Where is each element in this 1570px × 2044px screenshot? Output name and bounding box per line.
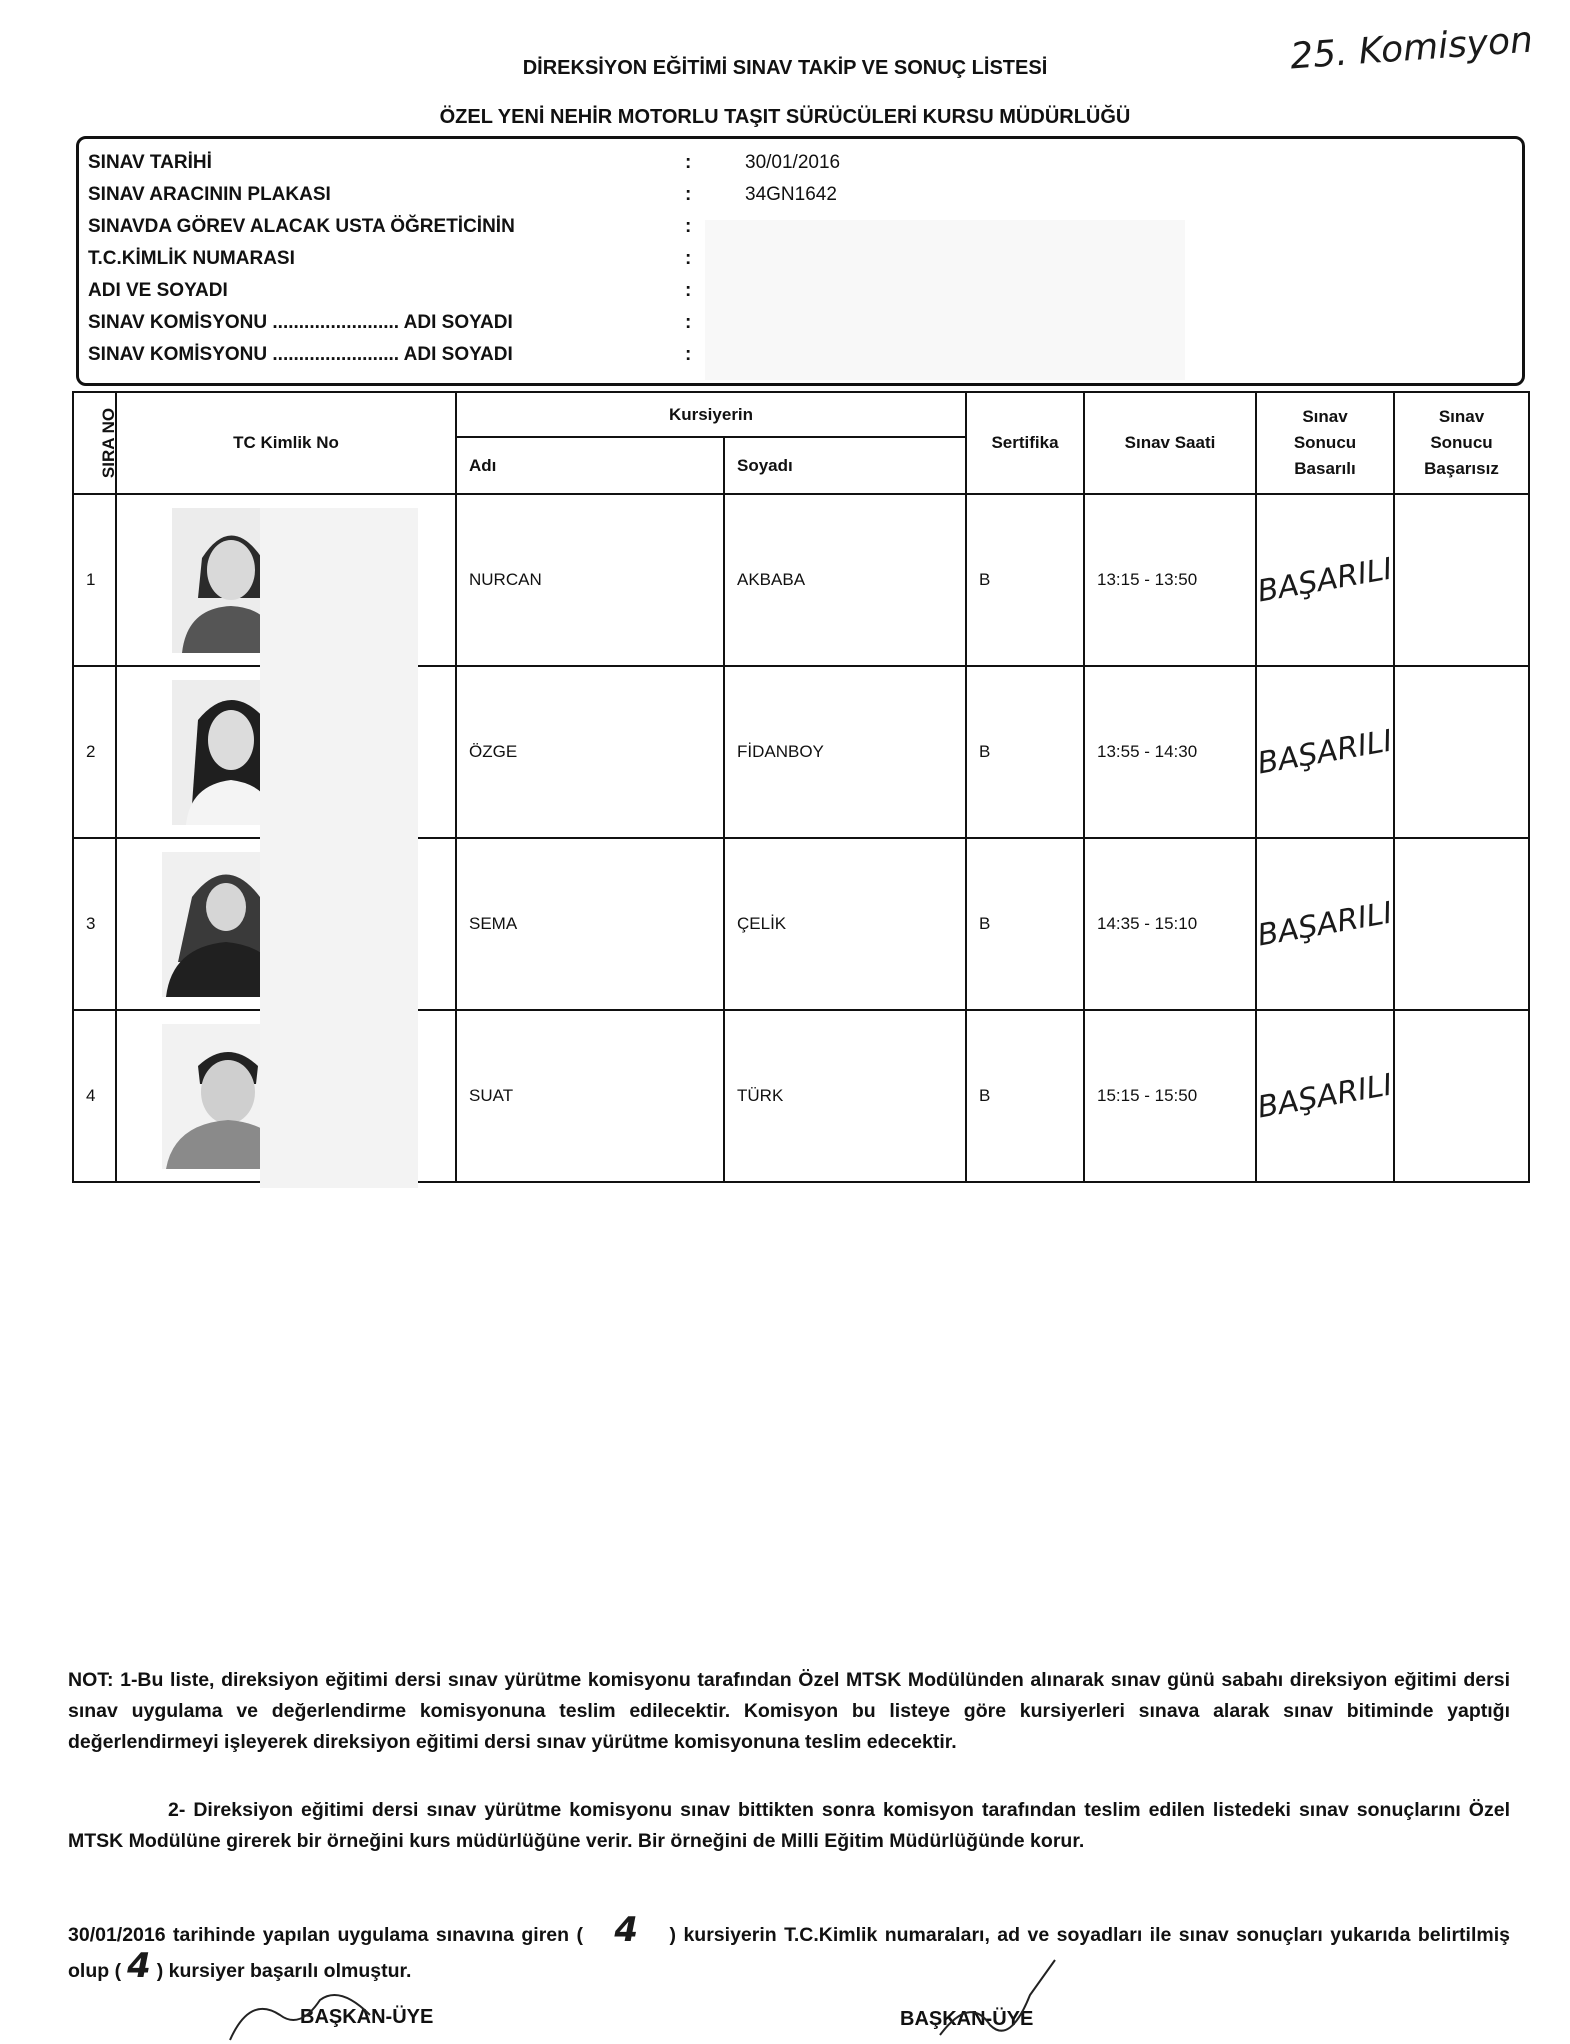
candidate-first-name: SUAT [456,1010,724,1182]
handwritten-result: BAŞARILI [1255,550,1395,610]
handwritten-count-2: 4 [127,1946,151,1986]
header-sira-no: SIRA NO [73,392,116,494]
info-label: SINAV KOMİSYONU ........................ ADI SOYADI [88,312,513,333]
signature-left-label: BAŞKAN-ÜYE [300,2006,434,2028]
candidate-first-name: SEMA [456,838,724,1010]
candidate-first-name: ÖZGE [456,666,724,838]
header-tc-kimlik: TC Kimlik No [116,392,456,494]
candidate-certificate: B [966,666,1084,838]
info-colon: : [685,312,692,333]
header-kursiyerin: Kursiyerin [456,392,966,437]
info-label: SINAV TARİHİ [88,152,212,173]
row-number: 4 [73,1010,116,1182]
info-label: SINAV ARACININ PLAKASI [88,184,331,205]
header-sinav-saati: Sınav Saati [1084,392,1256,494]
exam-time: 14:35 - 15:10 [1084,838,1256,1010]
candidate-certificate: B [966,494,1084,666]
note-paragraph-2: 2- Direksiyon eğitimi dersi sınav yürütme komisyonu sınav bittikten sonra komisyon tarafından teslim edilen listedeki sınav sonuçlarını Özel MTSK Modülüne girerek bir örneğini kurs müdürlüğüne verir. Bir örneğini de Milli Eğitim Müdürlüğünde korur. [68,1799,1510,1852]
candidate-first-name: NURCAN [456,494,724,666]
info-label: ADI VE SOYADI [88,280,228,301]
result-success-cell [1256,1010,1394,1182]
info-colon: : [685,152,692,173]
info-label: SINAV KOMİSYONU ........................ ADI SOYADI [88,344,513,365]
document-title: DİREKSİYON EĞİTİMİ SINAV TAKİP VE SONUÇ LİSTESİ [522,57,1048,79]
candidate-certificate: B [966,838,1084,1010]
result-success-cell [1256,838,1394,1010]
redacted-tc-numbers [260,508,418,1188]
info-colon: : [685,344,692,365]
info-label: SINAVDA GÖREV ALACAK USTA ÖĞRETİCİNİN [88,216,515,237]
handwritten-count-1: 4 [614,1910,639,1950]
signature-scribble-right [930,1955,1070,2044]
row-number: 2 [73,666,116,838]
summary-text-2: ) kursiyerin T.C.Kimlik numaraları, ad ve soyadları ile sınav sonuçları yukarıda belirtilmiş olup ( [68,1924,1510,1982]
candidate-certificate: B [966,1010,1084,1182]
redacted-area-info [705,220,1185,380]
info-colon: : [685,184,692,205]
result-fail-cell [1394,666,1529,838]
result-fail-cell [1394,1010,1529,1182]
exam-time: 13:15 - 13:50 [1084,494,1256,666]
header-basarisiz: Sınav Sonucu Başarısız [1394,392,1529,494]
summary-text-1: 30/01/2016 tarihinde yapılan uygulama sınavına giren ( [68,1924,583,1946]
summary-text-3: ) kursiyer başarılı olmuştur. [156,1960,412,1982]
header-sertifika: Sertifika [966,392,1084,494]
exam-time: 15:15 - 15:50 [1084,1010,1256,1182]
header-soyadi: Soyadı [724,437,966,494]
info-value: 34GN1642 [745,184,837,205]
info-value: 30/01/2016 [745,152,841,173]
row-number: 3 [73,838,116,1010]
result-success-cell [1256,666,1394,838]
summary-paragraph [68,1910,1510,1987]
candidate-last-name: TÜRK [724,1010,966,1182]
row-number: 1 [73,494,116,666]
candidate-last-name: FİDANBOY [724,666,966,838]
candidate-last-name: ÇELİK [724,838,966,1010]
result-fail-cell [1394,838,1529,1010]
handwritten-result: BAŞARILI [1255,722,1395,782]
institution-title: ÖZEL YENİ NEHİR MOTORLU TAŞIT SÜRÜCÜLERİ KURSU MÜDÜRLÜĞÜ [439,106,1131,128]
handwritten-commission-note: 25. Komisyon [1288,19,1535,78]
header-basarili: Sınav Sonucu Basarılı [1256,392,1394,494]
note-paragraph-1: NOT: 1-Bu liste, direksiyon eğitimi dersi sınav yürütme komisyonu tarafından Özel MTSK Modülünden alınarak sınav günü sabahı direksiyon eğitimi dersi sınav uygulama ve değerlendirme komisyonuna teslim edilecektir. Komisyon bu listeye göre kursiyerleri sınava alarak sınav bitiminde yaptığı değerlendirmeyi işleyerek direksiyon eğitimi dersi sınav yürütme komisyonuna teslim edecektir. [68,1669,1510,1753]
info-label: T.C.KİMLİK NUMARASI [88,248,295,269]
candidate-last-name: AKBABA [724,494,966,666]
result-success-cell [1256,494,1394,666]
handwritten-result: BAŞARILI [1255,1066,1395,1126]
signature-scribble-left [220,1985,380,2044]
info-colon: : [685,248,692,269]
info-colon: : [685,216,692,237]
header-adi: Adı [456,437,724,494]
result-fail-cell [1394,494,1529,666]
signature-right-label: BAŞKAN-ÜYE [900,2008,1034,2030]
handwritten-result: BAŞARILI [1255,894,1395,954]
info-colon: : [685,280,692,301]
exam-time: 13:55 - 14:30 [1084,666,1256,838]
